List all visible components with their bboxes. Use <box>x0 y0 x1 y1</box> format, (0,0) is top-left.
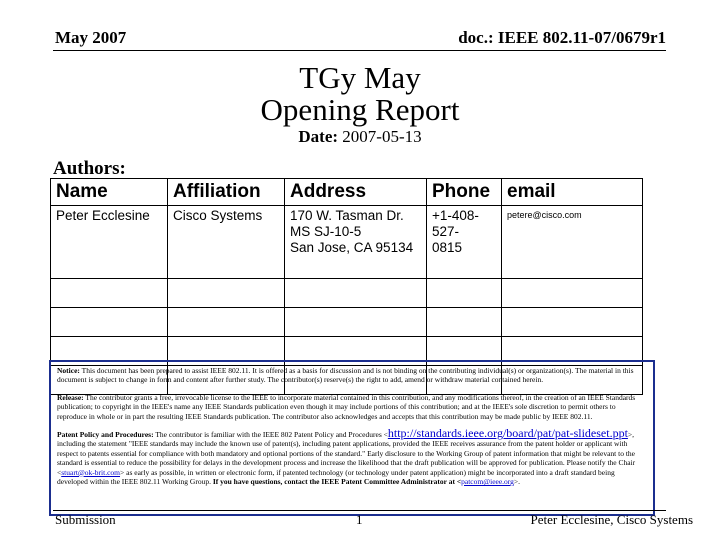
notice-paragraph <box>57 366 647 385</box>
slide-title <box>0 62 720 126</box>
patcom-email-link[interactable]: patcom@ieee.org <box>461 477 514 487</box>
footer-page-number: 1 <box>356 512 363 527</box>
cell-phone <box>427 206 502 279</box>
phone-line: +1-408-527- <box>432 208 479 239</box>
closing-text: >. <box>513 477 521 487</box>
notice-label: Notice: <box>57 366 80 375</box>
release-text: The contributor grants a free, irrevocable license to the IEEE to incorporate material contained in this contribution, and any modifications thereof, in the creation of an IEEE Standards publication; to copyright in the IEEE's name any IEEE Standards publication even though it may include portions of this contribution; and at the IEEE's sole discretion to permit others to reproduce in whole or in part the resulting IEEE Standards publication. The contributor also acknowledges and accepts that this contribution may be made public by IEEE 802.11. <box>57 392 636 421</box>
footer-submission: Submission <box>55 512 116 527</box>
notice-box <box>49 360 655 516</box>
release-paragraph <box>57 393 647 421</box>
cell-name: Peter Ecclesine <box>51 206 168 279</box>
col-header-email: email <box>502 179 643 206</box>
release-label: Release: <box>57 392 84 402</box>
table-row <box>51 206 643 279</box>
header-doc-id: doc.: IEEE 802.11-07/0679r1 <box>458 28 666 47</box>
patent-label: Patent Policy and Procedures: <box>57 430 154 440</box>
patent-paragraph <box>57 426 647 487</box>
header-rule <box>53 50 666 51</box>
patent-text-3: > as early as possible, in written or electronic form, if patented technology (or technology under patent application) might be incorporated into a draft standard being developed within the IEEE 802.11 Working Group. <box>57 467 615 487</box>
chair-email-link[interactable]: stuart@ok-brit.com <box>61 467 121 477</box>
cell-address <box>285 206 427 279</box>
patent-text-2: >, including the statement "IEEE standards may include the known use of patent(s), including patent applications, provided the IEEE receives assurance from the patent holder or applicant with respect to patents essential for compliance with both mandatory and optional portions of the standard." Early disclosure to the Working Group of patent information that might be relevant to the standard is essential to reduce the possibility for delays in the development process and increase the likelihood that the draft publication will be approved for publication. Please notify the Chair < <box>57 430 636 477</box>
col-header-phone: Phone <box>427 179 502 206</box>
question-text: If you have questions, contact the IEEE Patent Committee Administrator at < <box>212 477 462 487</box>
address-line: MS SJ-10-5 <box>290 224 362 239</box>
cell-affiliation: Cisco Systems <box>168 206 285 279</box>
patent-text-1: The contributor is familiar with the IEEE 802 Patent Policy and Procedures < <box>155 430 388 440</box>
table-row-empty <box>51 279 643 308</box>
footer-author: Peter Ecclesine, Cisco Systems <box>530 512 693 527</box>
header-date: May 2007 <box>55 28 127 47</box>
date-label: Date: <box>298 127 339 146</box>
authors-label: Authors: <box>53 158 126 179</box>
footer-rule <box>53 510 666 511</box>
table-row-empty <box>51 308 643 337</box>
title-line-1: TGy May <box>299 60 421 95</box>
table-header-row <box>51 179 643 206</box>
col-header-affiliation: Affiliation <box>168 179 285 206</box>
col-header-name: Name <box>51 179 168 206</box>
date-value: 2007-05-13 <box>342 127 422 146</box>
title-line-2: Opening Report <box>260 92 460 127</box>
col-header-address: Address <box>285 179 427 206</box>
date-line <box>0 128 720 146</box>
address-line: 170 W. Tasman Dr. <box>290 208 404 223</box>
cell-email: petere@cisco.com <box>502 206 643 279</box>
patent-slideset-link[interactable]: http://standards.ieee.org/board/pat/pat-slideset.ppt <box>387 426 628 441</box>
phone-line: 0815 <box>432 240 463 255</box>
notice-text: This document has been prepared to assist IEEE 802.11. It is offered as a basis for discussion and is not binding on the contributing individual(s) or organization(s). The material in this document is subject to change in form and content after further study. The contributor(s) reserve(s) the right to add, amend or withdraw material contained herein. <box>57 366 634 385</box>
address-line: San Jose, CA 95134 <box>290 240 414 255</box>
